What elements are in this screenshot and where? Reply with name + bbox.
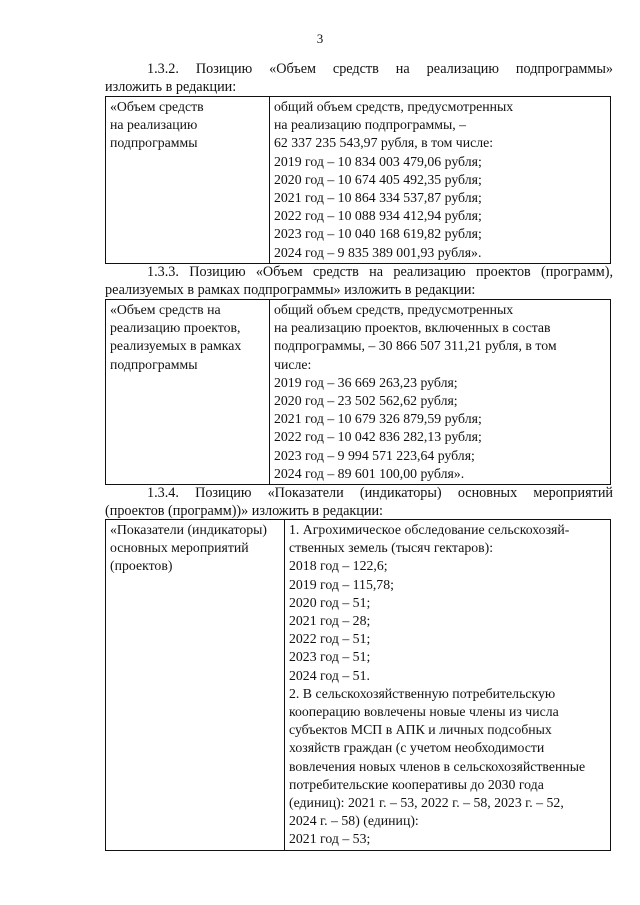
table-left-cell — [106, 520, 285, 851]
cell-line: хозяйств граждан (с учетом необходимости — [289, 740, 545, 756]
table-right-cell — [270, 97, 611, 264]
table-right-cell — [285, 520, 611, 851]
cell-line: подпрограммы — [110, 356, 198, 372]
cell-line: субъектов МСП в АПК и личных подсобных — [289, 722, 552, 738]
cell-line: 2023 год – 51; — [289, 649, 371, 665]
cell-line: 2021 год – 10 679 326 879,59 рубля; — [274, 411, 482, 427]
cell-line: 2024 год – 51. — [289, 667, 370, 683]
cell-line: 2019 год – 36 669 263,23 рубля; — [274, 374, 458, 390]
section-1-3-2-table — [105, 96, 611, 264]
cell-line: (проектов) — [110, 558, 173, 574]
cell-line: на реализацию проектов, включенных в состав — [274, 320, 551, 336]
cell-line: подпрограммы, – 30 866 507 311,21 рубля, в том — [274, 338, 557, 354]
paragraph-line: 1.3.3. Позицию «Объем средств на реализацию проектов (программ), — [147, 264, 613, 280]
cell-line: общий объем средств, предусмотренных — [274, 99, 514, 114]
cell-line: 2. В сельскохозяйственную потребительскую — [289, 685, 556, 701]
paragraph-line: реализуемых в рамках подпрограммы» изложить в редакции: — [105, 281, 476, 298]
cell-line: 2022 год – 51; — [289, 631, 371, 647]
paragraph-line: изложить в редакции: — [105, 78, 237, 95]
table-left-cell — [106, 300, 270, 485]
cell-line: 2024 г. – 58) (единиц): — [289, 813, 419, 829]
cell-line: 2023 год – 9 994 571 223,64 рубля; — [274, 447, 475, 463]
page-number: 3 — [316, 31, 324, 46]
section-1-3-3-table — [105, 299, 611, 485]
cell-line: реализуемых в рамках — [110, 338, 242, 354]
cell-line: 2018 год – 122,6; — [289, 558, 388, 574]
paragraph-line: (проектов (программ))» изложить в редакции: — [105, 502, 383, 519]
paragraph-line: 1.3.2. Позицию «Объем средств на реализацию подпрограммы» — [147, 61, 613, 77]
table-right-cell — [270, 300, 611, 485]
cell-line: основных мероприятий — [110, 540, 249, 556]
cell-line: 2020 год – 51; — [289, 594, 371, 610]
cell-line: (единиц): 2021 г. – 53, 2022 г. – 58, 2023 г. – 52, — [289, 795, 564, 811]
cell-line: 2021 год – 10 864 334 537,87 рубля; — [274, 190, 482, 206]
cell-line: 2024 год – 89 601 100,00 рубля». — [274, 465, 465, 481]
cell-line: 2021 год – 28; — [289, 613, 371, 629]
cell-line: реализацию проектов, — [110, 320, 241, 336]
cell-line: числе: — [274, 356, 312, 372]
paragraph-line: 1.3.4. Позицию «Показатели (индикаторы) основных мероприятий — [147, 485, 613, 501]
cell-line: кооперацию вовлечены новые члены из числа — [289, 704, 559, 720]
cell-line: 2024 год – 9 835 389 001,93 рубля». — [274, 244, 482, 260]
table-left-cell — [106, 97, 270, 264]
cell-line: на реализацию подпрограммы, – — [274, 117, 467, 133]
cell-line: 2019 год – 10 834 003 479,06 рубля; — [274, 153, 482, 169]
cell-line: 2023 год – 10 040 168 619,82 рубля; — [274, 226, 482, 242]
cell-line: 2020 год – 10 674 405 492,35 рубля; — [274, 171, 482, 187]
cell-line: 2020 год – 23 502 562,62 рубля; — [274, 393, 458, 409]
cell-line: «Объем средств — [110, 99, 204, 114]
cell-line: потребительские кооперативы до 2030 года — [289, 776, 544, 792]
cell-line: 1. Агрохимическое обследование сельскохозяй- — [289, 522, 570, 537]
cell-line: 2019 год – 115,78; — [289, 576, 394, 592]
cell-line: 2021 год – 53; — [289, 831, 371, 847]
section-1-3-3-paragraph — [105, 264, 613, 299]
cell-line: «Показатели (индикаторы) — [110, 522, 267, 537]
cell-line: вовлечения новых членов в сельскохозяйственные — [289, 758, 586, 774]
cell-line: на реализацию — [110, 117, 198, 133]
cell-line: подпрограммы — [110, 135, 198, 151]
section-1-3-2-paragraph — [105, 61, 613, 96]
cell-line: общий объем средств, предусмотренных — [274, 302, 514, 317]
cell-line: ственных земель (тысяч гектаров): — [289, 540, 494, 556]
cell-line: 62 337 235 543,97 рубля, в том числе: — [274, 135, 494, 151]
section-1-3-4-table — [105, 519, 611, 851]
cell-line: 2022 год – 10 042 836 282,13 рубля; — [274, 429, 482, 445]
section-1-3-4-paragraph — [105, 485, 613, 520]
cell-line: 2022 год – 10 088 934 412,94 рубля; — [274, 208, 482, 224]
cell-line: «Объем средств на — [110, 302, 221, 317]
